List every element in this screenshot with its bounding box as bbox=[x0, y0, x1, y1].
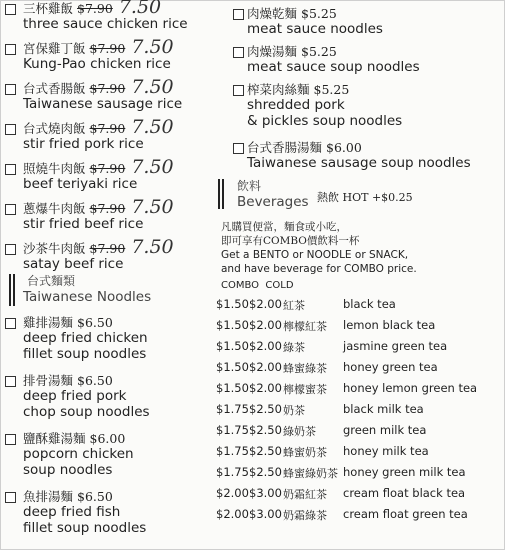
noodle-list bbox=[1, 315, 216, 547]
menu-item[interactable] bbox=[1, 196, 216, 241]
drink-en: black milk tea bbox=[343, 402, 424, 416]
old-price: $7.90 bbox=[89, 41, 126, 56]
drink-zh: 檸檬蜜茶 bbox=[283, 383, 327, 396]
item-zh-line bbox=[23, 373, 216, 388]
item-en-1: meat sauce soup noodles bbox=[247, 59, 420, 75]
item-en: beef teriyaki rice bbox=[23, 176, 138, 192]
noodle-item[interactable] bbox=[1, 489, 216, 547]
menu-item[interactable] bbox=[1, 76, 216, 121]
item-price: $6.00 bbox=[89, 431, 126, 446]
item-zh: 台式香腸湯麵 bbox=[247, 140, 323, 155]
item-en: Taiwanese sausage rice bbox=[23, 96, 183, 112]
drink-en: cream float green tea bbox=[343, 507, 468, 521]
noodle-item[interactable] bbox=[221, 6, 505, 44]
chopsticks-icon-3 bbox=[218, 179, 220, 209]
item-zh-line bbox=[23, 76, 216, 98]
drink-row[interactable] bbox=[211, 336, 505, 357]
drink-en: honey green milk tea bbox=[343, 465, 466, 479]
item-en-2: soup noodles bbox=[23, 462, 113, 478]
combo-price: $1.75 bbox=[216, 465, 249, 479]
item-price: $6.50 bbox=[77, 489, 113, 504]
old-price: $7.90 bbox=[89, 241, 126, 256]
cold-price: $2.00 bbox=[249, 339, 282, 353]
drink-zh: 蜂蜜綠奶茶 bbox=[283, 467, 338, 480]
old-price: $7.90 bbox=[89, 161, 126, 176]
checkbox[interactable] bbox=[5, 492, 16, 503]
drink-row[interactable] bbox=[211, 462, 505, 483]
drink-row[interactable] bbox=[211, 315, 505, 336]
beverages-section bbox=[216, 177, 505, 525]
noodle-item[interactable] bbox=[1, 431, 216, 489]
new-price: 7.50 bbox=[131, 76, 174, 98]
noodle-list-right bbox=[221, 1, 505, 180]
cold-price: $2.50 bbox=[249, 465, 282, 479]
checkbox[interactable] bbox=[5, 204, 16, 215]
noodles-header-en: Taiwanese Noodles bbox=[23, 289, 152, 305]
menu-item[interactable] bbox=[1, 36, 216, 81]
new-price: 7.50 bbox=[131, 116, 174, 138]
cold-price: $3.00 bbox=[249, 507, 282, 521]
drink-zh: 蜂蜜綠茶 bbox=[283, 362, 327, 375]
menu-item[interactable] bbox=[1, 1, 216, 41]
item-price: $6.50 bbox=[77, 315, 113, 330]
item-en: satay beef rice bbox=[23, 256, 124, 272]
item-zh: 雞排湯麵 bbox=[23, 315, 74, 330]
combo-note-en2: and have beverage for COMBO price. bbox=[221, 263, 417, 275]
item-zh-line bbox=[23, 0, 216, 16]
noodle-item[interactable] bbox=[221, 82, 505, 140]
checkbox[interactable] bbox=[5, 244, 16, 255]
item-zh: 肉燥乾麵 bbox=[247, 6, 298, 21]
item-zh: 榨菜肉絲麵 bbox=[247, 82, 310, 97]
drink-row[interactable] bbox=[211, 357, 505, 378]
drink-zh: 綠茶 bbox=[283, 341, 305, 354]
noodles-header-zh: 台式麵類 bbox=[27, 274, 76, 288]
item-zh: 三杯雞飯 bbox=[23, 1, 74, 16]
drink-row[interactable] bbox=[211, 441, 505, 462]
item-zh-line bbox=[23, 116, 216, 138]
checkbox[interactable] bbox=[5, 84, 16, 95]
item-zh: 排骨湯麵 bbox=[23, 373, 74, 388]
checkbox[interactable] bbox=[5, 318, 16, 329]
item-en: Kung-Pao chicken rice bbox=[23, 56, 171, 72]
menu-item[interactable] bbox=[1, 156, 216, 201]
item-zh: 沙茶牛肉飯 bbox=[23, 241, 86, 256]
combo-price: $2.00 bbox=[216, 507, 249, 521]
old-price: $7.90 bbox=[89, 201, 126, 216]
cold-price: $2.50 bbox=[249, 402, 282, 416]
noodles-header bbox=[1, 272, 216, 305]
item-zh-line bbox=[247, 6, 505, 21]
item-en-1: deep fried pork bbox=[23, 388, 127, 404]
cold-price: $2.00 bbox=[249, 360, 282, 374]
item-en-1: shredded pork bbox=[247, 97, 345, 113]
item-price: $5.25 bbox=[301, 6, 337, 21]
drink-en: honey lemon green tea bbox=[343, 381, 478, 395]
drink-row[interactable] bbox=[211, 420, 505, 441]
rice-list bbox=[1, 1, 216, 281]
checkbox[interactable] bbox=[5, 4, 16, 15]
item-zh-line bbox=[23, 431, 216, 446]
drink-en: lemon black tea bbox=[343, 318, 436, 332]
checkbox[interactable] bbox=[233, 85, 244, 96]
drink-row[interactable] bbox=[211, 294, 505, 315]
noodle-item[interactable] bbox=[1, 315, 216, 373]
new-price: 7.50 bbox=[118, 0, 162, 18]
drink-zh: 奶霜綠茶 bbox=[283, 509, 327, 522]
old-price: $7.90 bbox=[89, 81, 126, 96]
combo-price: $2.00 bbox=[216, 486, 249, 500]
new-price: 7.50 bbox=[131, 156, 174, 178]
new-price: 7.50 bbox=[131, 236, 174, 258]
item-en-1: deep fried fish bbox=[23, 504, 121, 520]
item-en: stir fried beef rice bbox=[23, 216, 144, 232]
drink-zh: 奶茶 bbox=[283, 404, 305, 417]
item-en-2: chop soup noodles bbox=[23, 404, 150, 420]
item-price: $6.50 bbox=[77, 373, 113, 388]
item-zh-line bbox=[247, 44, 505, 59]
drink-en: honey milk tea bbox=[343, 444, 429, 458]
combo-price: $1.50 bbox=[216, 360, 249, 374]
drink-row[interactable] bbox=[211, 399, 505, 420]
item-zh: 宮保雞丁飯 bbox=[23, 41, 86, 56]
checkbox[interactable] bbox=[233, 9, 244, 20]
item-en-2: & pickles soup noodles bbox=[247, 113, 403, 129]
cold-price: $2.00 bbox=[249, 381, 282, 395]
item-zh: 照燒牛肉飯 bbox=[23, 161, 86, 176]
checkbox[interactable] bbox=[233, 47, 244, 58]
combo-price: $1.50 bbox=[216, 297, 249, 311]
drink-zh: 綠奶茶 bbox=[283, 425, 316, 438]
item-price: $5.25 bbox=[301, 44, 337, 59]
item-en: stir fried pork rice bbox=[23, 136, 144, 152]
drink-en: black tea bbox=[343, 297, 396, 311]
drink-zh: 檸檬紅茶 bbox=[283, 320, 327, 333]
noodle-item[interactable] bbox=[221, 140, 505, 180]
chopsticks-icon-2 bbox=[13, 274, 15, 306]
drink-en: cream float black tea bbox=[343, 486, 466, 500]
drink-en: honey green tea bbox=[343, 360, 438, 374]
item-en: three sauce chicken rice bbox=[23, 16, 188, 32]
item-price: $6.00 bbox=[326, 140, 362, 155]
item-zh: 魚排湯麵 bbox=[23, 489, 74, 504]
checkbox[interactable] bbox=[5, 164, 16, 175]
item-zh-line bbox=[23, 489, 216, 504]
chopsticks-icon bbox=[9, 274, 11, 306]
beverages-header-en: Beverages bbox=[237, 194, 309, 210]
combo-price: $1.50 bbox=[216, 339, 249, 353]
left-column bbox=[1, 0, 216, 536]
beverages-header-zh: 飲料 bbox=[237, 179, 262, 193]
combo-price: $1.50 bbox=[216, 318, 249, 332]
noodle-item[interactable] bbox=[1, 373, 216, 431]
checkbox[interactable] bbox=[5, 124, 16, 135]
noodle-item[interactable] bbox=[221, 44, 505, 82]
drink-zh: 紅茶 bbox=[283, 299, 305, 312]
item-en-2: fillet soup noodles bbox=[23, 346, 147, 362]
drink-row[interactable] bbox=[211, 378, 505, 399]
item-zh: 台式燒肉飯 bbox=[23, 121, 86, 136]
item-zh-line bbox=[247, 82, 505, 97]
drink-en: green milk tea bbox=[343, 423, 427, 437]
checkbox[interactable] bbox=[5, 434, 16, 445]
item-price: $5.25 bbox=[313, 82, 350, 97]
new-price: 7.50 bbox=[131, 196, 174, 218]
item-zh-line bbox=[23, 196, 216, 218]
drink-row[interactable] bbox=[211, 504, 505, 525]
cold-price: $2.50 bbox=[249, 423, 282, 437]
chopsticks-icon-4 bbox=[222, 179, 224, 209]
checkbox[interactable] bbox=[5, 376, 16, 387]
combo-price: $1.50 bbox=[216, 381, 249, 395]
drink-columns-header: COMBO COLD bbox=[221, 280, 294, 291]
checkbox[interactable] bbox=[233, 143, 244, 154]
old-price: $7.90 bbox=[89, 121, 126, 136]
cold-price: $2.00 bbox=[249, 297, 282, 311]
item-en-1: meat sauce noodles bbox=[247, 21, 383, 37]
combo-price: $1.75 bbox=[216, 444, 249, 458]
drink-zh: 奶霜紅茶 bbox=[283, 488, 327, 501]
old-price: $7.90 bbox=[77, 1, 113, 16]
hot-note: 熱飲 HOT +$0.25 bbox=[317, 191, 413, 204]
item-zh-line bbox=[23, 236, 216, 258]
menu-item[interactable] bbox=[1, 116, 216, 161]
item-zh-line bbox=[23, 156, 216, 178]
item-en-1: deep fried chicken bbox=[23, 330, 148, 346]
combo-note-zh2: 即可享有COMBO價飲料一杯 bbox=[221, 235, 360, 247]
item-zh: 台式香腸飯 bbox=[23, 81, 86, 96]
new-price: 7.50 bbox=[131, 36, 174, 58]
combo-price: $1.75 bbox=[216, 402, 249, 416]
drinks-list bbox=[211, 294, 505, 525]
combo-note-zh1: 凡購買便當，麵食或小吃， bbox=[221, 221, 347, 233]
item-zh-line bbox=[247, 140, 505, 155]
cold-price: $2.00 bbox=[249, 318, 282, 332]
combo-price: $1.75 bbox=[216, 423, 249, 437]
cold-price: $2.50 bbox=[249, 444, 282, 458]
right-column bbox=[216, 1, 505, 522]
item-en-1: popcorn chicken bbox=[23, 446, 134, 462]
item-zh: 蔥爆牛肉飯 bbox=[23, 201, 86, 216]
item-zh: 肉燥湯麵 bbox=[247, 44, 298, 59]
item-en-2: fillet soup noodles bbox=[23, 520, 147, 536]
checkbox[interactable] bbox=[5, 44, 16, 55]
drink-zh: 蜂蜜奶茶 bbox=[283, 446, 327, 459]
item-zh-line bbox=[23, 315, 216, 330]
cold-price: $3.00 bbox=[249, 486, 282, 500]
item-zh-line bbox=[23, 36, 216, 58]
drink-row[interactable] bbox=[211, 483, 505, 504]
item-en-1: Taiwanese sausage soup noodles bbox=[247, 155, 471, 171]
drink-en: jasmine green tea bbox=[343, 339, 448, 353]
combo-note-en1: Get a BENTO or NOODLE or SNACK, bbox=[221, 249, 409, 261]
item-zh: 鹽酥雞湯麵 bbox=[23, 431, 86, 446]
